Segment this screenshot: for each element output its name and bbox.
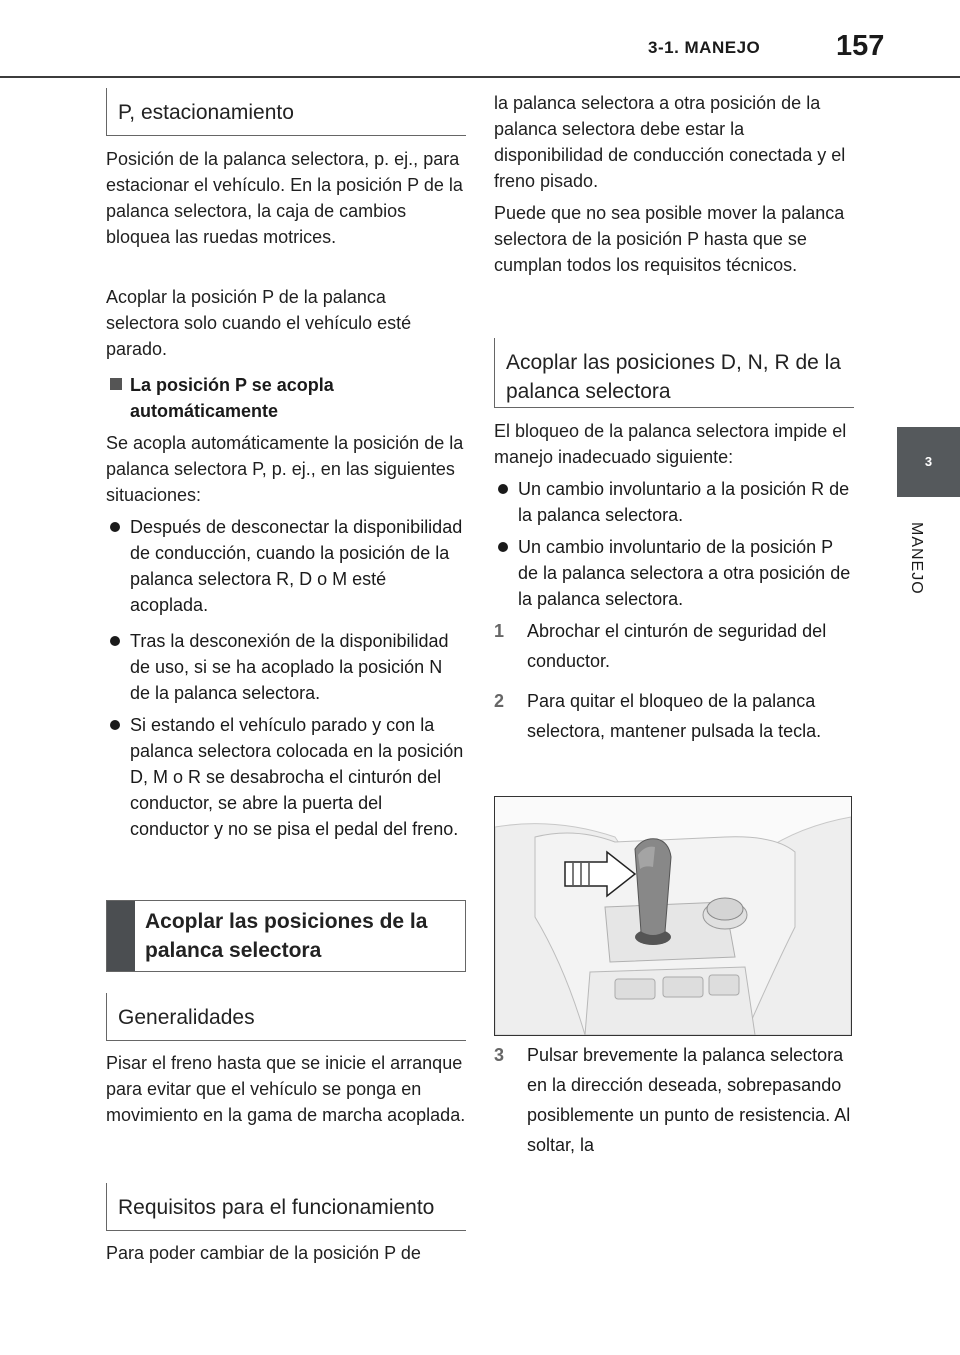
list-item [494,534,854,612]
step-number: 1 [494,621,505,641]
list-item-text: Si estando el vehículo parado y con la palanca selectora colocada en la posición D, M o R se desabrocha el cinturón del conductor, se abre la puerta del conductor y no se pisa el pedal del freno. [130,715,464,839]
list-item-text: Un cambio involuntario a la posición R de la palanca selectora. [518,479,850,525]
subheading-auto-park-text: La posición P se acopla automáticamente [130,375,334,421]
paragraph-general: Pisar el freno hasta que se inicie el arranque para evitar que el vehículo se ponga en movimiento en la gama de marcha acoplada. [106,1053,466,1125]
step-3 [494,1040,857,1160]
list-item-text: Un cambio involuntario de la posición P de la palanca selectora a otra posición de la palanca selectora. [518,537,851,609]
bullet-dot-icon [498,484,508,494]
paragraph-auto-park: Se acopla automáticamente la posición de la palanca selectora P, p. ej., en las siguientes situaciones: [106,433,464,505]
step-text: Abrochar el cinturón de seguridad del conductor. [527,621,827,671]
bullet-dot-icon [498,542,508,552]
bullet-dot-icon [110,522,120,532]
list-item [106,514,466,618]
gear-selector-drawing [495,797,851,1035]
chapter-tab[interactable]: 3 [897,427,960,497]
subheading-auto-park [106,372,466,424]
section-title: 3-1. MANEJO [648,38,761,57]
list-item [494,476,854,528]
square-bullet-icon [110,378,122,390]
paragraph-requirements: Para poder cambiar de la posición P de [106,1243,421,1263]
step-text: Para quitar el bloqueo de la palanca selectora, mantener pulsada la tecla. [527,691,822,741]
chapter-label: MANEJO [908,522,925,595]
heading-requirements: Requisitos para el funcionamiento [106,1183,466,1231]
heading-general: Generalidades [106,993,466,1041]
list-item [106,628,466,706]
list-item-text: Tras la desconexión de la disponibilidad de uso, si se ha acoplado la posición N de la palanca selectora. [130,631,449,703]
step-number: 3 [494,1045,505,1065]
heading-dnr-positions: Acoplar las posiciones D, N, R de la palanca selectora [494,338,854,408]
paragraph-lock: El bloqueo de la palanca selectora impide el manejo inadecuado siguiente: [494,421,847,467]
heading-couple-positions: Acoplar las posiciones de la palanca selectora [106,900,466,972]
page-number: 157 [836,30,885,62]
heading-parking: P, estacionamiento [106,88,466,136]
paragraph-parking-description: Posición de la palanca selectora, p. ej., para estacionar el vehículo. En la posición P de la palanca selectora, la caja de cambios bloquea las ruedas motrices. [106,149,463,247]
bullet-dot-icon [110,720,120,730]
paragraph-technical-requirements: Puede que no sea posible mover la palanca selectora de la posición P hasta que se cumplan todos los requisitos técnicos. [494,203,845,275]
step-text: Pulsar brevemente la palanca selectora en la dirección deseada, sobrepasando posiblemente un punto de resistencia. Al soltar, la [527,1045,851,1155]
paragraph-requirements-continued: la palanca selectora a otra posición de la palanca selectora debe estar la disponibilidad de conducción conectada y el freno pisado. [494,93,846,191]
gear-selector-illustration [494,796,852,1036]
step-1 [494,616,857,676]
header-rule [0,76,960,78]
step-number: 2 [494,691,505,711]
list-item [106,712,466,842]
list-item-text: Después de desconectar la disponibilidad de conducción, cuando la posición de la palanca selectora R, D o M esté acoplada. [130,517,463,615]
bullet-dot-icon [110,636,120,646]
step-2 [494,686,857,746]
paragraph-parking-note: Acoplar la posición P de la palanca selectora solo cuando el vehículo esté parado. [106,287,412,359]
